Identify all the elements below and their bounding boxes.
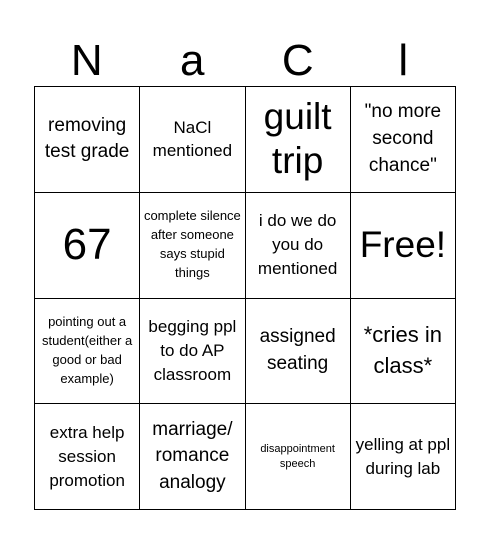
bingo-cell-text: Free! bbox=[359, 223, 447, 265]
bingo-cell-text: removing test grade bbox=[44, 114, 130, 163]
bingo-cell-text: marriage/ romance analogy bbox=[152, 418, 233, 493]
bingo-cell-text: i do we do you do mentioned bbox=[257, 211, 338, 279]
header-letter-2: a bbox=[180, 36, 205, 85]
bingo-cell-r4c1[interactable] bbox=[35, 404, 140, 510]
bingo-cell-r3c3[interactable] bbox=[246, 299, 351, 405]
bingo-cell-text: *cries in class* bbox=[363, 322, 442, 378]
bingo-cell-r2c2[interactable] bbox=[140, 193, 245, 299]
bingo-header bbox=[34, 36, 456, 86]
bingo-cell-text: 67 bbox=[62, 219, 112, 269]
bingo-cell-r1c1[interactable] bbox=[35, 87, 140, 193]
bingo-grid bbox=[34, 86, 456, 510]
bingo-cell-text: "no more second chance" bbox=[364, 101, 442, 176]
bingo-cell-text: NaCl mentioned bbox=[152, 117, 233, 161]
bingo-cell-text: extra help session promotion bbox=[49, 422, 125, 490]
bingo-cell-r3c1[interactable] bbox=[35, 299, 140, 405]
header-letter-1: N bbox=[70, 36, 103, 85]
bingo-cell-text: disappointment speech bbox=[260, 442, 335, 470]
bingo-cell-r3c4[interactable] bbox=[351, 299, 456, 405]
bingo-cell-text: yelling at ppl during lab bbox=[355, 434, 451, 478]
header-letter-3: C bbox=[281, 36, 314, 85]
bingo-cell-text: assigned seating bbox=[259, 326, 336, 374]
bingo-cell-r1c4[interactable] bbox=[351, 87, 456, 193]
bingo-cell-r1c2[interactable] bbox=[140, 87, 245, 193]
bingo-cell-free[interactable] bbox=[351, 193, 456, 299]
bingo-cell-r3c2[interactable] bbox=[140, 299, 245, 405]
bingo-cell-text: pointing out a student(either a good or bad example) bbox=[41, 314, 133, 386]
bingo-cell-r4c4[interactable] bbox=[351, 404, 456, 510]
bingo-cell-r2c1[interactable] bbox=[35, 193, 140, 299]
bingo-cell-text: guilt trip bbox=[263, 95, 332, 182]
header-letter-4: l bbox=[398, 36, 409, 85]
bingo-cell-r2c3[interactable] bbox=[246, 193, 351, 299]
bingo-cell-text: begging ppl to do AP classroom bbox=[148, 317, 237, 384]
bingo-cell-r1c3[interactable] bbox=[246, 87, 351, 193]
bingo-cell-r4c2[interactable] bbox=[140, 404, 245, 510]
bingo-cell-text: complete silence after someone says stupid things bbox=[143, 208, 241, 280]
bingo-cell-r4c3[interactable] bbox=[246, 404, 351, 510]
